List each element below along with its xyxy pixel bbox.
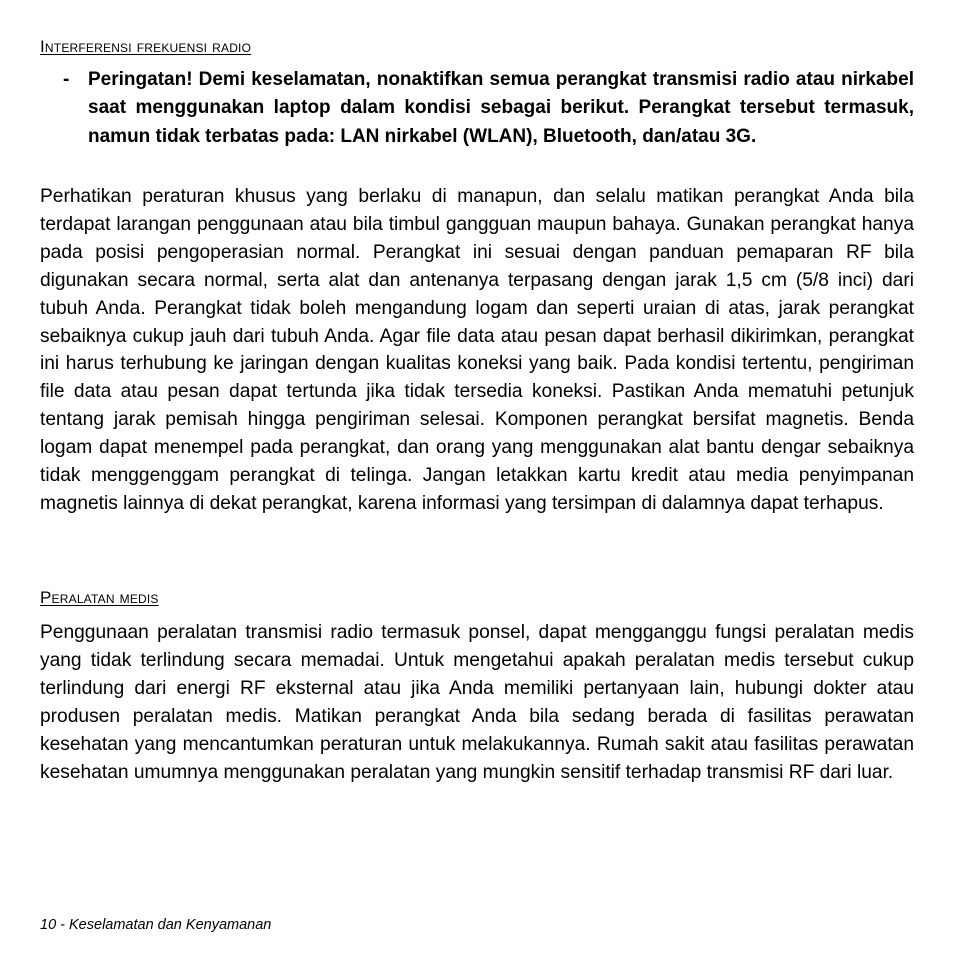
medical-equipment-paragraph: Penggunaan peralatan transmisi radio termasuk ponsel, dapat mengganggu fungsi peralatan medis yang tidak terlindung secara memadai. Untuk mengetahui apakah peralatan medis tersebut cukup terlindung dari energi RF eksternal atau jika Anda memiliki pertanyaan lain, hubungi dokter atau produsen peralatan medis. Matikan perangkat Anda bila sedang berada di fasilitas perawatan kesehatan yang mencantumkan peraturan untuk melakukannya. Rumah sakit atau fasilitas perawatan kesehatan umumnya menggunakan peralatan yang mungkin sensitif terhadap transmisi RF dari luar. [40, 622, 914, 783]
section-heading-radio-interference: Interferensi frekuensi radio [40, 37, 252, 56]
warning-bullet: - [63, 69, 70, 90]
warning-block [40, 66, 914, 151]
page-footer: 10 - Keselamatan dan Kenyamanan [40, 917, 272, 933]
section-heading-medical-equipment: Peralatan medis [40, 588, 159, 607]
radio-interference-paragraph: Perhatikan peraturan khusus yang berlaku di manapun, dan selalu matikan perangkat Anda bila terdapat larangan penggunaan atau bila timbul gangguan maupun bahaya. Gunakan perangkat hanya pada posisi pengoperasian normal. Perangkat ini sesuai dengan panduan pemaparan RF bila digunakan secara normal, serta alat dan antenanya terpasang dengan jarak 1,5 cm (5/8 inci) dari tubuh Anda. Perangkat tidak boleh mengandung logam dan seperti uraian di atas, jarak perangkat sebaiknya cukup jauh dari tubuh Anda. Agar file data atau pesan dapat berhasil dikirimkan, perangkat ini harus terhubung ke jaringan dengan kualitas koneksi yang baik. Pada kondisi tertentu, pengiriman file data atau pesan dapat tertunda jika tidak tersedia koneksi. Pastikan Anda mematuhi petunjuk tentang jarak pemisah hingga pengiriman selesai. Komponen perangkat bersifat magnetis. Benda logam dapat menempel pada perangkat, dan orang yang menggunakan alat bantu dengar sebaiknya tidak menggenggam perangkat di telinga. Jangan letakkan kartu kredit atau media penyimpanan magnetis lainnya di dekat perangkat, karena informasi yang tersimpan di dalamnya dapat terhapus. [40, 186, 914, 514]
warning-text: Peringatan! Demi keselamatan, nonaktifkan semua perangkat transmisi radio atau nirkabel saat menggunakan laptop dalam kondisi sebagai berikut. Perangkat tersebut termasuk, namun tidak terbatas pada: LAN nirkabel (WLAN), Bluetooth, dan/atau 3G. [88, 69, 914, 147]
